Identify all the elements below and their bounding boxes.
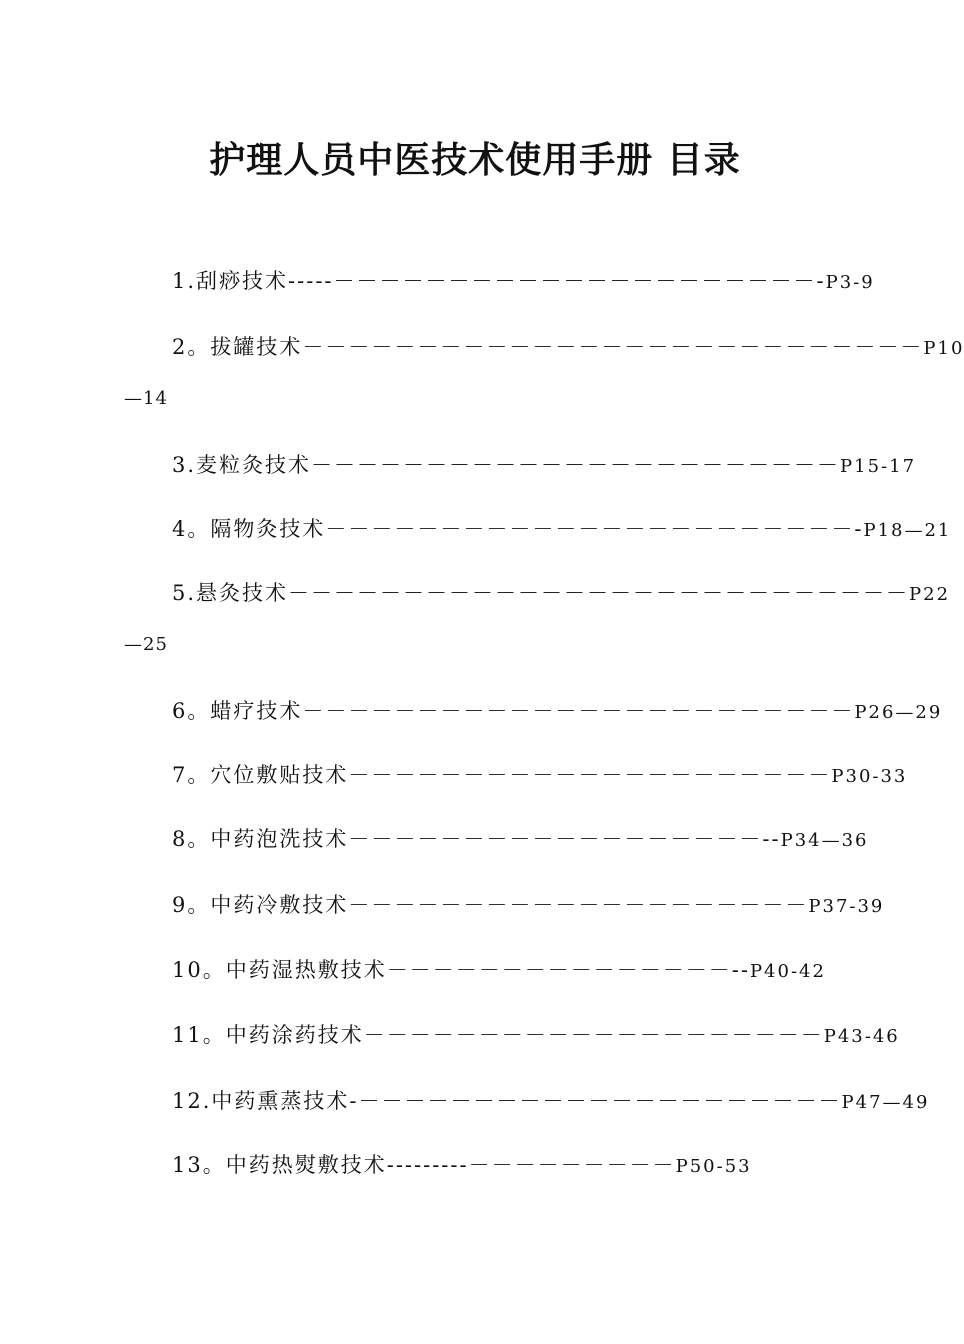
toc-entry-label: 6。蜡疗技术	[172, 699, 303, 723]
toc-entry	[172, 1086, 929, 1118]
toc-entry-label: 4。隔物灸技术	[172, 517, 326, 541]
toc-entry-label: 8。中药泡洗技术	[172, 827, 349, 851]
toc-page-number: P15-17	[840, 456, 917, 477]
toc-page-number: P37-39	[808, 896, 885, 917]
toc-page-number: P10	[923, 338, 964, 359]
toc-leader: －－－－－－－－－－－－－－－－－－--	[348, 827, 781, 851]
toc-entry-label: 9。中药冷敷技术	[172, 893, 349, 917]
toc-leader: －－－－－－－－－－－－－－－－－－－－－－－－－－－	[302, 335, 924, 359]
toc-leader: －－－－－－－－－－－－－－－－－－－－－－－－－－－	[288, 581, 910, 605]
toc-entry	[172, 1020, 900, 1052]
toc-leader: －－－－－－－－－－－－－－－－－－－－－	[348, 763, 832, 787]
toc-entry-label: 2。拔罐技术	[172, 335, 303, 359]
toc-entry-label: 12.中药熏蒸技术	[172, 1089, 350, 1113]
toc-entry	[172, 760, 907, 792]
toc-entry-continuation: —25	[124, 634, 168, 655]
toc-entry	[172, 955, 826, 987]
toc-leader: －－－－－－－－－－－－－－－－－－－－	[348, 893, 809, 917]
toc-leader: －－－－－－－－－－－－－－－--	[386, 958, 750, 982]
toc-entry-label: 3.麦粒灸技术	[172, 453, 312, 477]
toc-page-number: P30-33	[831, 766, 908, 787]
toc-leader: －－－－－－－－－－－－－－－－－－－－－－－－	[302, 699, 855, 723]
toc-page-number: P43-46	[823, 1026, 900, 1047]
toc-entry	[172, 824, 869, 856]
toc-leader: -----－－－－－－－－－－－－－－－－－－－－－-	[288, 269, 826, 293]
toc-entry	[172, 1150, 752, 1182]
toc-entry	[172, 696, 942, 728]
toc-entry-continuation: —14	[124, 388, 168, 409]
toc-entry-label: 10。中药湿热敷技术	[172, 958, 387, 982]
toc-entry	[172, 450, 916, 482]
toc-entry	[172, 332, 964, 364]
toc-entry-label: 5.悬灸技术	[172, 581, 289, 605]
page-title: 护理人员中医技术使用手册 目录	[209, 139, 741, 181]
toc-entry-label: 13。中药热熨敷技术	[172, 1153, 387, 1177]
toc-entry-label: 7。穴位敷贴技术	[172, 763, 349, 787]
toc-page-number: P22	[909, 584, 951, 605]
toc-leader: -－－－－－－－－－－－－－－－－－－－－－	[349, 1089, 842, 1113]
toc-page-number: P18—21	[863, 520, 952, 541]
toc-leader: －－－－－－－－－－－－－－－－－－－－－－－	[311, 453, 841, 477]
toc-page-number: P3-9	[825, 272, 875, 293]
toc-leader: －－－－－－－－－－－－－－－－－－－－－－－-	[325, 517, 864, 541]
toc-page-number: P47—49	[841, 1092, 930, 1113]
toc-entry	[172, 514, 951, 546]
toc-leader: －－－－－－－－－－－－－－－－－－－－	[363, 1023, 824, 1047]
toc-page-number: P50-53	[675, 1156, 752, 1177]
toc-entry	[172, 578, 950, 610]
toc-entry-label: 1.刮痧技术	[172, 269, 289, 293]
toc-entry	[172, 890, 884, 922]
toc-page-number: P26—29	[854, 702, 943, 723]
toc-entry-label: 11。中药涂药技术	[172, 1023, 364, 1047]
toc-page-number: P34—36	[780, 830, 869, 851]
toc-page-number: P40-42	[749, 961, 826, 982]
toc-leader: ---------－－－－－－－－－	[386, 1153, 676, 1177]
toc-entry	[172, 266, 875, 298]
